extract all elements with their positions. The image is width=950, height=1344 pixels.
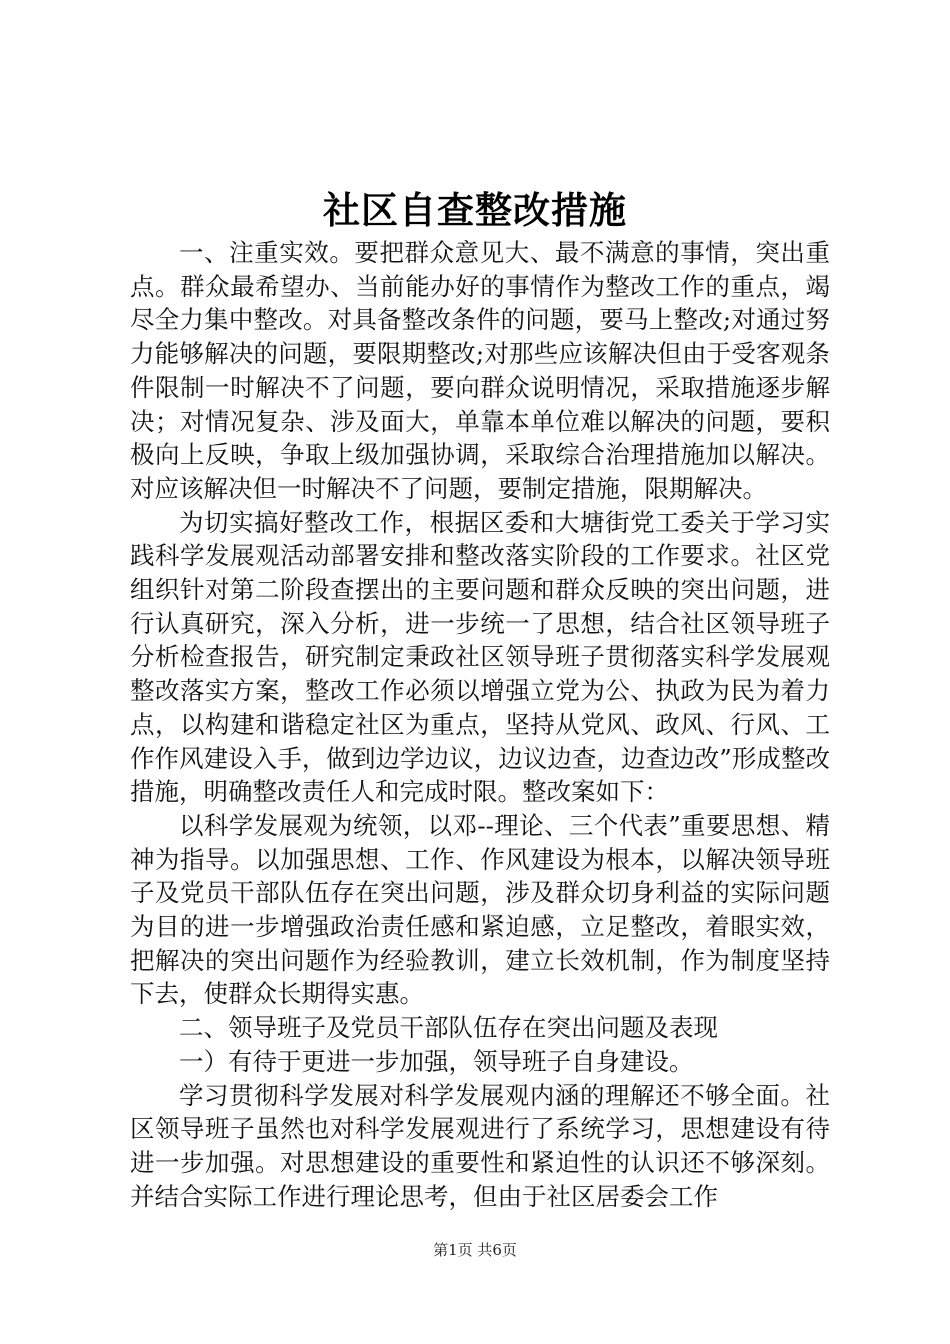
page-footer: 第1页 共6页 — [433, 1241, 517, 1259]
subsection-heading: 一）有待于更进一步加强，领导班子自身建设。 — [179, 1046, 694, 1076]
document-body — [130, 236, 830, 1211]
paragraph: 以科学发展观为统领，以邓--理论、三个代表”重要思想、精神为指导。以加强思想、工作、作风建设为根本，以解决领导班子及党员干部队伍存在突出问题，涉及群众切身利益的实际问题为目的进一步增强政治责任感和紧迫感，立足整改，着眼实效，把解决的突出问题作为经验教训，建立长效机制，作为制度坚持下去，使群众长期得实惠。 — [130, 810, 830, 1009]
paragraph: 学习贯彻科学发展对科学发展观内涵的理解还不够全面。社区领导班子虽然也对科学发展观进行了系统学习，思想建设有待进一步加强。对思想建设的重要性和紧迫性的认识还不够深刻。并结合实际工作进行理论思考，但由于社区居委会工作 — [130, 1080, 830, 1211]
paragraph: 一、注重实效。要把群众意见大、最不满意的事情，突出重点。群众最希望办、当前能办好的事情作为整改工作的重点，竭尽全力集中整改。对具备整改条件的问题，要马上整改;对通过努力能够解决的问题，要限期整改;对那些应该解决但由于受客观条件限制一时解决不了问题，要向群众说明情况，采取措施逐步解决；对情况复杂、涉及面大，单靠本单位难以解决的问题，要积极向上反映，争取上级加强协调，采取综合治理措施加以解决。对应该解决但一时解决不了问题，要制定措施，限期解决。 — [130, 238, 830, 503]
paragraph: 为切实搞好整改工作，根据区委和大塘街党工委关于学习实践科学发展观活动部署安排和整改落实阶段的工作要求。社区党组织针对第二阶段查摆出的主要问题和群众反映的突出问题，进行认真研究，深入分析，进一步统一了思想，结合社区领导班子分析检查报告，研究制定秉政社区领导班子贯彻落实科学发展观整改落实方案，整改工作必须以增强立党为公、执政为民为着力点，以构建和谐稳定社区为重点，坚持从党风、政风、行风、工作作风建设入手，做到边学边议，边议边查，边查边改”形成整改措施，明确整改责任人和完成时限。整改案如下： — [130, 507, 830, 807]
page-title: 社区自查整改措施 — [323, 188, 627, 232]
section-heading: 二、领导班子及党员干部队伍存在突出问题及表现 — [179, 1013, 718, 1043]
